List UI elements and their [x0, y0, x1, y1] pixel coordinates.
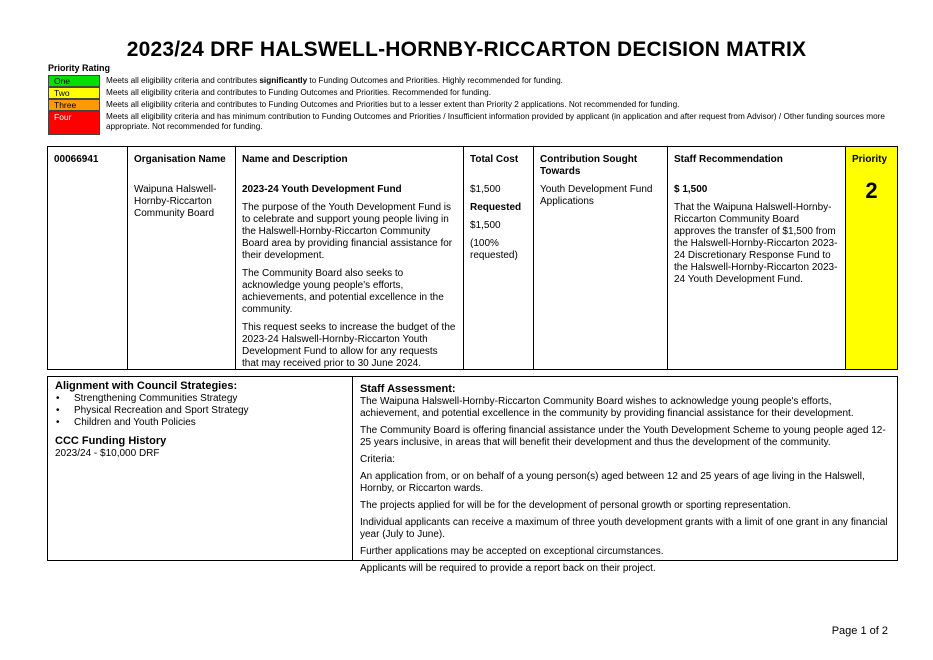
- col-name-description: [236, 147, 464, 369]
- project-details: [242, 184, 457, 376]
- staff-assessment-heading: Staff Assessment:: [360, 383, 456, 395]
- requested-label: Requested: [470, 202, 522, 213]
- priority-swatch-three: Three: [48, 99, 100, 111]
- strategy-panel: [48, 377, 353, 560]
- priority-value: 2: [865, 178, 878, 203]
- col-id: [48, 147, 128, 369]
- priority-swatch-one: One: [48, 75, 100, 87]
- col-contribution: [534, 147, 668, 369]
- staff-assessment-panel: [360, 377, 891, 574]
- page-number: Page 1 of 2: [831, 625, 888, 637]
- assessment-paragraph: Applicants will be required to provide a report back on their project.: [360, 563, 656, 574]
- col-organisation: [128, 147, 236, 369]
- staff-assessment-body: [360, 396, 891, 580]
- cost-details: [470, 184, 527, 268]
- alignment-list: [56, 393, 249, 429]
- list-item: • Physical Recreation and Sport Strategy: [56, 405, 249, 416]
- project-name: 2023-24 Youth Development Fund: [242, 184, 402, 195]
- priority-description-four: Meets all eligibility criteria and has minimum contribution to Funding Outcomes and Priorities / Insufficient information provided by applicant (in application and after request from Advisor) / Other funding sources more appropriate. Not recommended for funding.: [106, 112, 885, 131]
- list-item: • Strengthening Communities Strategy: [56, 393, 238, 404]
- bullet-icon: •: [56, 417, 60, 428]
- priority-rating-row-one: [48, 75, 888, 87]
- page-title: 2023/24 DRF HALSWELL-HORNBY-RICCARTON DECISION MATRIX: [126, 38, 807, 61]
- priority-swatch-four: Four: [48, 111, 100, 135]
- assessment-paragraph: An application from, or on behalf of a young person(s) aged between 12 and 25 years of age living in the Halswell, Hornby, or Riccarton wards.: [360, 471, 865, 494]
- priority-description-one: Meets all eligibility criteria and contributes significantly to Funding Outcomes and Priorities. Highly recommended for funding.: [106, 76, 563, 85]
- priority-rating-row-three: [48, 99, 888, 111]
- bullet-icon: •: [56, 405, 60, 416]
- description-paragraph: The purpose of the Youth Development Fund is to celebrate and support young people living in the Halswell-Hornby-Riccarton Community Board area by providing financial assistance for their development.: [242, 202, 453, 261]
- organisation-name: Waipuna Halswell-Hornby-Riccarton Community Board: [134, 184, 217, 219]
- header-total-cost: Total Cost: [470, 154, 519, 165]
- priority-rating-heading: Priority Rating: [48, 63, 111, 73]
- col-staff-recommendation: [668, 147, 846, 369]
- header-name-description: Name and Description: [242, 154, 348, 165]
- assessment-section: [47, 376, 898, 574]
- recommendation-amount: $ 1,500: [674, 184, 708, 195]
- list-item: • Children and Youth Policies: [56, 417, 196, 428]
- total-cost-value: $1,500: [470, 184, 501, 195]
- col-priority: [846, 147, 897, 369]
- header-contribution: Contribution Sought Towards: [540, 154, 638, 177]
- col-total-cost: [464, 147, 534, 369]
- bullet-icon: •: [56, 393, 60, 404]
- header-organisation: Organisation Name: [134, 154, 226, 165]
- assessment-paragraph: Criteria:: [360, 454, 396, 465]
- contribution-value: Youth Development Fund Applications: [540, 184, 653, 207]
- priority-rating-row-four: [48, 111, 888, 135]
- requested-amount: $1,500: [470, 220, 501, 231]
- alignment-heading: Alignment with Council Strategies:: [55, 380, 238, 392]
- assessment-paragraph: Further applications may be accepted on exceptional circumstances.: [360, 546, 664, 557]
- priority-rating-row-two: [48, 87, 888, 99]
- assessment-paragraph: The Community Board is offering financial assistance under the Youth Development Scheme to young people aged 12-25 years inclusive, in areas that will benefit their development and thus the development of the community.: [360, 425, 886, 448]
- decision-matrix-table: [47, 146, 898, 370]
- priority-swatch-two: Two: [48, 87, 100, 99]
- funding-history-heading: CCC Funding History: [55, 435, 167, 447]
- priority-description-two: Meets all eligibility criteria and contributes to Funding Outcomes and Priorities. Recommended for funding.: [106, 88, 492, 97]
- priority-description-three: Meets all eligibility criteria and contributes to Funding Outcomes and Priorities but to a lesser extent than Priority 2 applications. Not recommended for funding.: [106, 100, 680, 109]
- header-priority: Priority: [852, 154, 888, 165]
- description-paragraph: The Community Board also seeks to acknowledge young people's efforts, achievements, and potential excellence in the community.: [242, 268, 444, 315]
- assessment-paragraph: The Waipuna Halswell-Hornby-Riccarton Community Board wishes to acknowledge young people's efforts, achievement, and potential excellence in the community by providing financial assistance for their development.: [360, 396, 854, 419]
- application-id: 00066941: [54, 154, 99, 165]
- header-staff-recommendation: Staff Recommendation: [674, 154, 783, 165]
- description-paragraph: This request seeks to increase the budget of the 2023-24 Halswell-Hornby-Riccarton Youth Development Fund to allow for any requests that may received prior to 30 June 2024.: [242, 322, 456, 369]
- recommendation-text: That the Waipuna Halswell-Hornby-Riccarton Community Board approves the transfer of $1,500 from the Halswell-Hornby-Riccarton 2023-24 Discretionary Response Fund to the Halswell-Hornby-Riccarton 2023-24 Youth Development Fund.: [674, 202, 838, 285]
- assessment-paragraph: The projects applied for will be for the development of personal growth or sporting representation.: [360, 500, 791, 511]
- requested-percentage: (100% requested): [470, 238, 518, 261]
- funding-history-value: 2023/24 - $10,000 DRF: [55, 448, 160, 459]
- assessment-paragraph: Individual applicants can receive a maximum of three youth development grants with a limit of one grant in any financial year (July to June).: [360, 517, 888, 540]
- recommendation-details: [674, 184, 839, 292]
